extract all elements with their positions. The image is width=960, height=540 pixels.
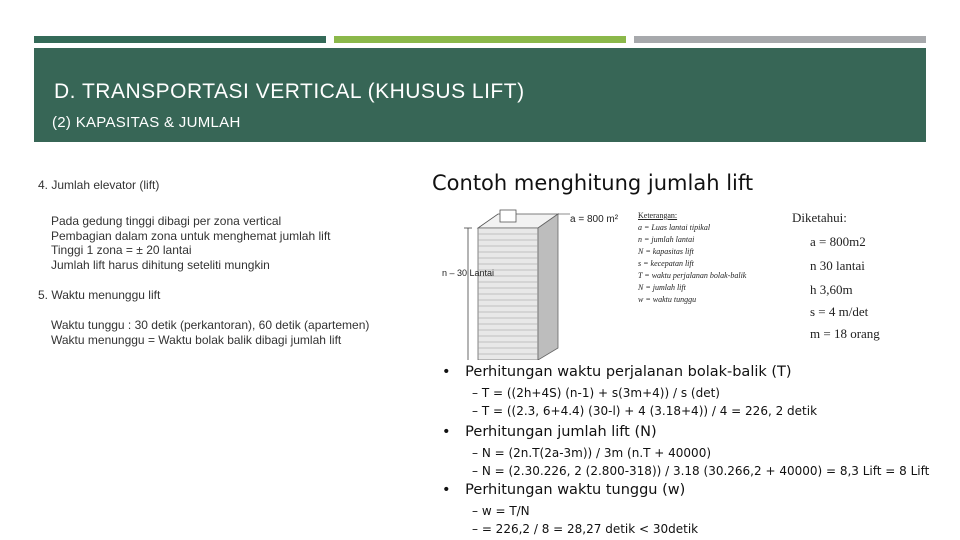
calc-line: – = 226,2 / 8 = 28,27 detik < 30detik	[472, 522, 699, 536]
calc-line: – T = ((2h+4S) (n-1) + s(3m+4)) / s (det)	[472, 386, 720, 400]
bullet-icon: •	[442, 364, 451, 380]
diketahui-item: m = 18 orang	[810, 326, 880, 341]
point-4-item: Pada gedung tinggi dibagi per zona vertical	[51, 214, 282, 228]
slide-subtitle: (2) KAPASITAS & JUMLAH	[52, 114, 241, 131]
diketahui-item: h 3,60m	[810, 282, 853, 297]
calc-line: – N = (2.30.226, 2 (2.800-318)) / 3.18 (30.266,2 + 40000) = 8,3 Lift = 8 Lift	[472, 464, 930, 478]
point-4-item: Tinggi 1 zona = ± 20 lantai	[51, 243, 192, 258]
bullet-icon: •	[442, 424, 451, 440]
point-5-heading: 5. Waktu menunggu lift	[38, 288, 161, 303]
top-bar-dark-green	[34, 36, 326, 43]
keterangan-item: N = kapasitas lift	[638, 247, 694, 256]
top-bar-gray	[634, 36, 926, 43]
left-content	[38, 178, 438, 348]
keterangan-item: a = Luas lantai tipikal	[638, 223, 711, 232]
top-bar-light-green	[334, 36, 626, 43]
calc-line: – N = (2n.T(2a-3m)) / 3m (n.T + 40000)	[472, 446, 712, 460]
bullet-icon: •	[442, 482, 451, 498]
keterangan-item: N = jumlah lift	[638, 283, 686, 292]
calc-line: – T = ((2.3, 6+4.4) (30-l) + 4 (3.18+4)) / 4 = 226, 2 detik	[472, 404, 818, 418]
diketahui-item: n 30 lantai	[810, 258, 865, 273]
diketahui-item: a = 800m2	[810, 234, 866, 249]
point-5-item: Waktu tunggu : 30 detik (perkantoran), 60 detik (apartemen)	[51, 318, 370, 333]
keterangan-heading: Keterangan:	[638, 211, 678, 220]
example-title: Contoh menghitung jumlah lift	[432, 171, 754, 195]
calc-heading-waiting-time: • Perhitungan waktu tunggu (w)	[442, 482, 686, 498]
point-4-item: Pembagian dalam zona untuk menghemat jumlah lift	[51, 228, 331, 243]
keterangan-item: T = waktu perjalanan bolak-balik	[638, 271, 747, 280]
calc-heading-round-trip: • Perhitungan waktu perjalanan bolak-balik (T)	[442, 364, 792, 380]
point-4-heading: 4. Jumlah elevator (lift)	[38, 178, 160, 192]
diketahui-item: s = 4 m/det	[810, 304, 869, 319]
building-floors-label: n – 30 Lantai	[442, 268, 495, 278]
building-area-label: a = 800 m²	[570, 214, 619, 225]
slide-title: D. TRANSPORTASI VERTICAL (KHUSUS LIFT)	[54, 80, 525, 103]
keterangan-item: n = jumlah lantai	[638, 235, 695, 244]
keterangan-item: w = waktu tunggu	[638, 295, 697, 304]
keterangan-item: s = kecepatan lift	[638, 259, 694, 268]
calc-line: – w = T/N	[472, 504, 530, 518]
point-5-item: Waktu menunggu = Waktu bolak balik dibagi jumlah lift	[51, 332, 342, 347]
point-4-item: Jumlah lift harus dihitung seteliti mungkin	[51, 257, 270, 272]
diketahui-heading: Diketahui:	[792, 210, 847, 225]
keterangan-legend	[638, 210, 746, 306]
title-banner	[34, 48, 926, 142]
calc-heading-lift-count: • Perhitungan jumlah lift (N)	[442, 424, 657, 440]
